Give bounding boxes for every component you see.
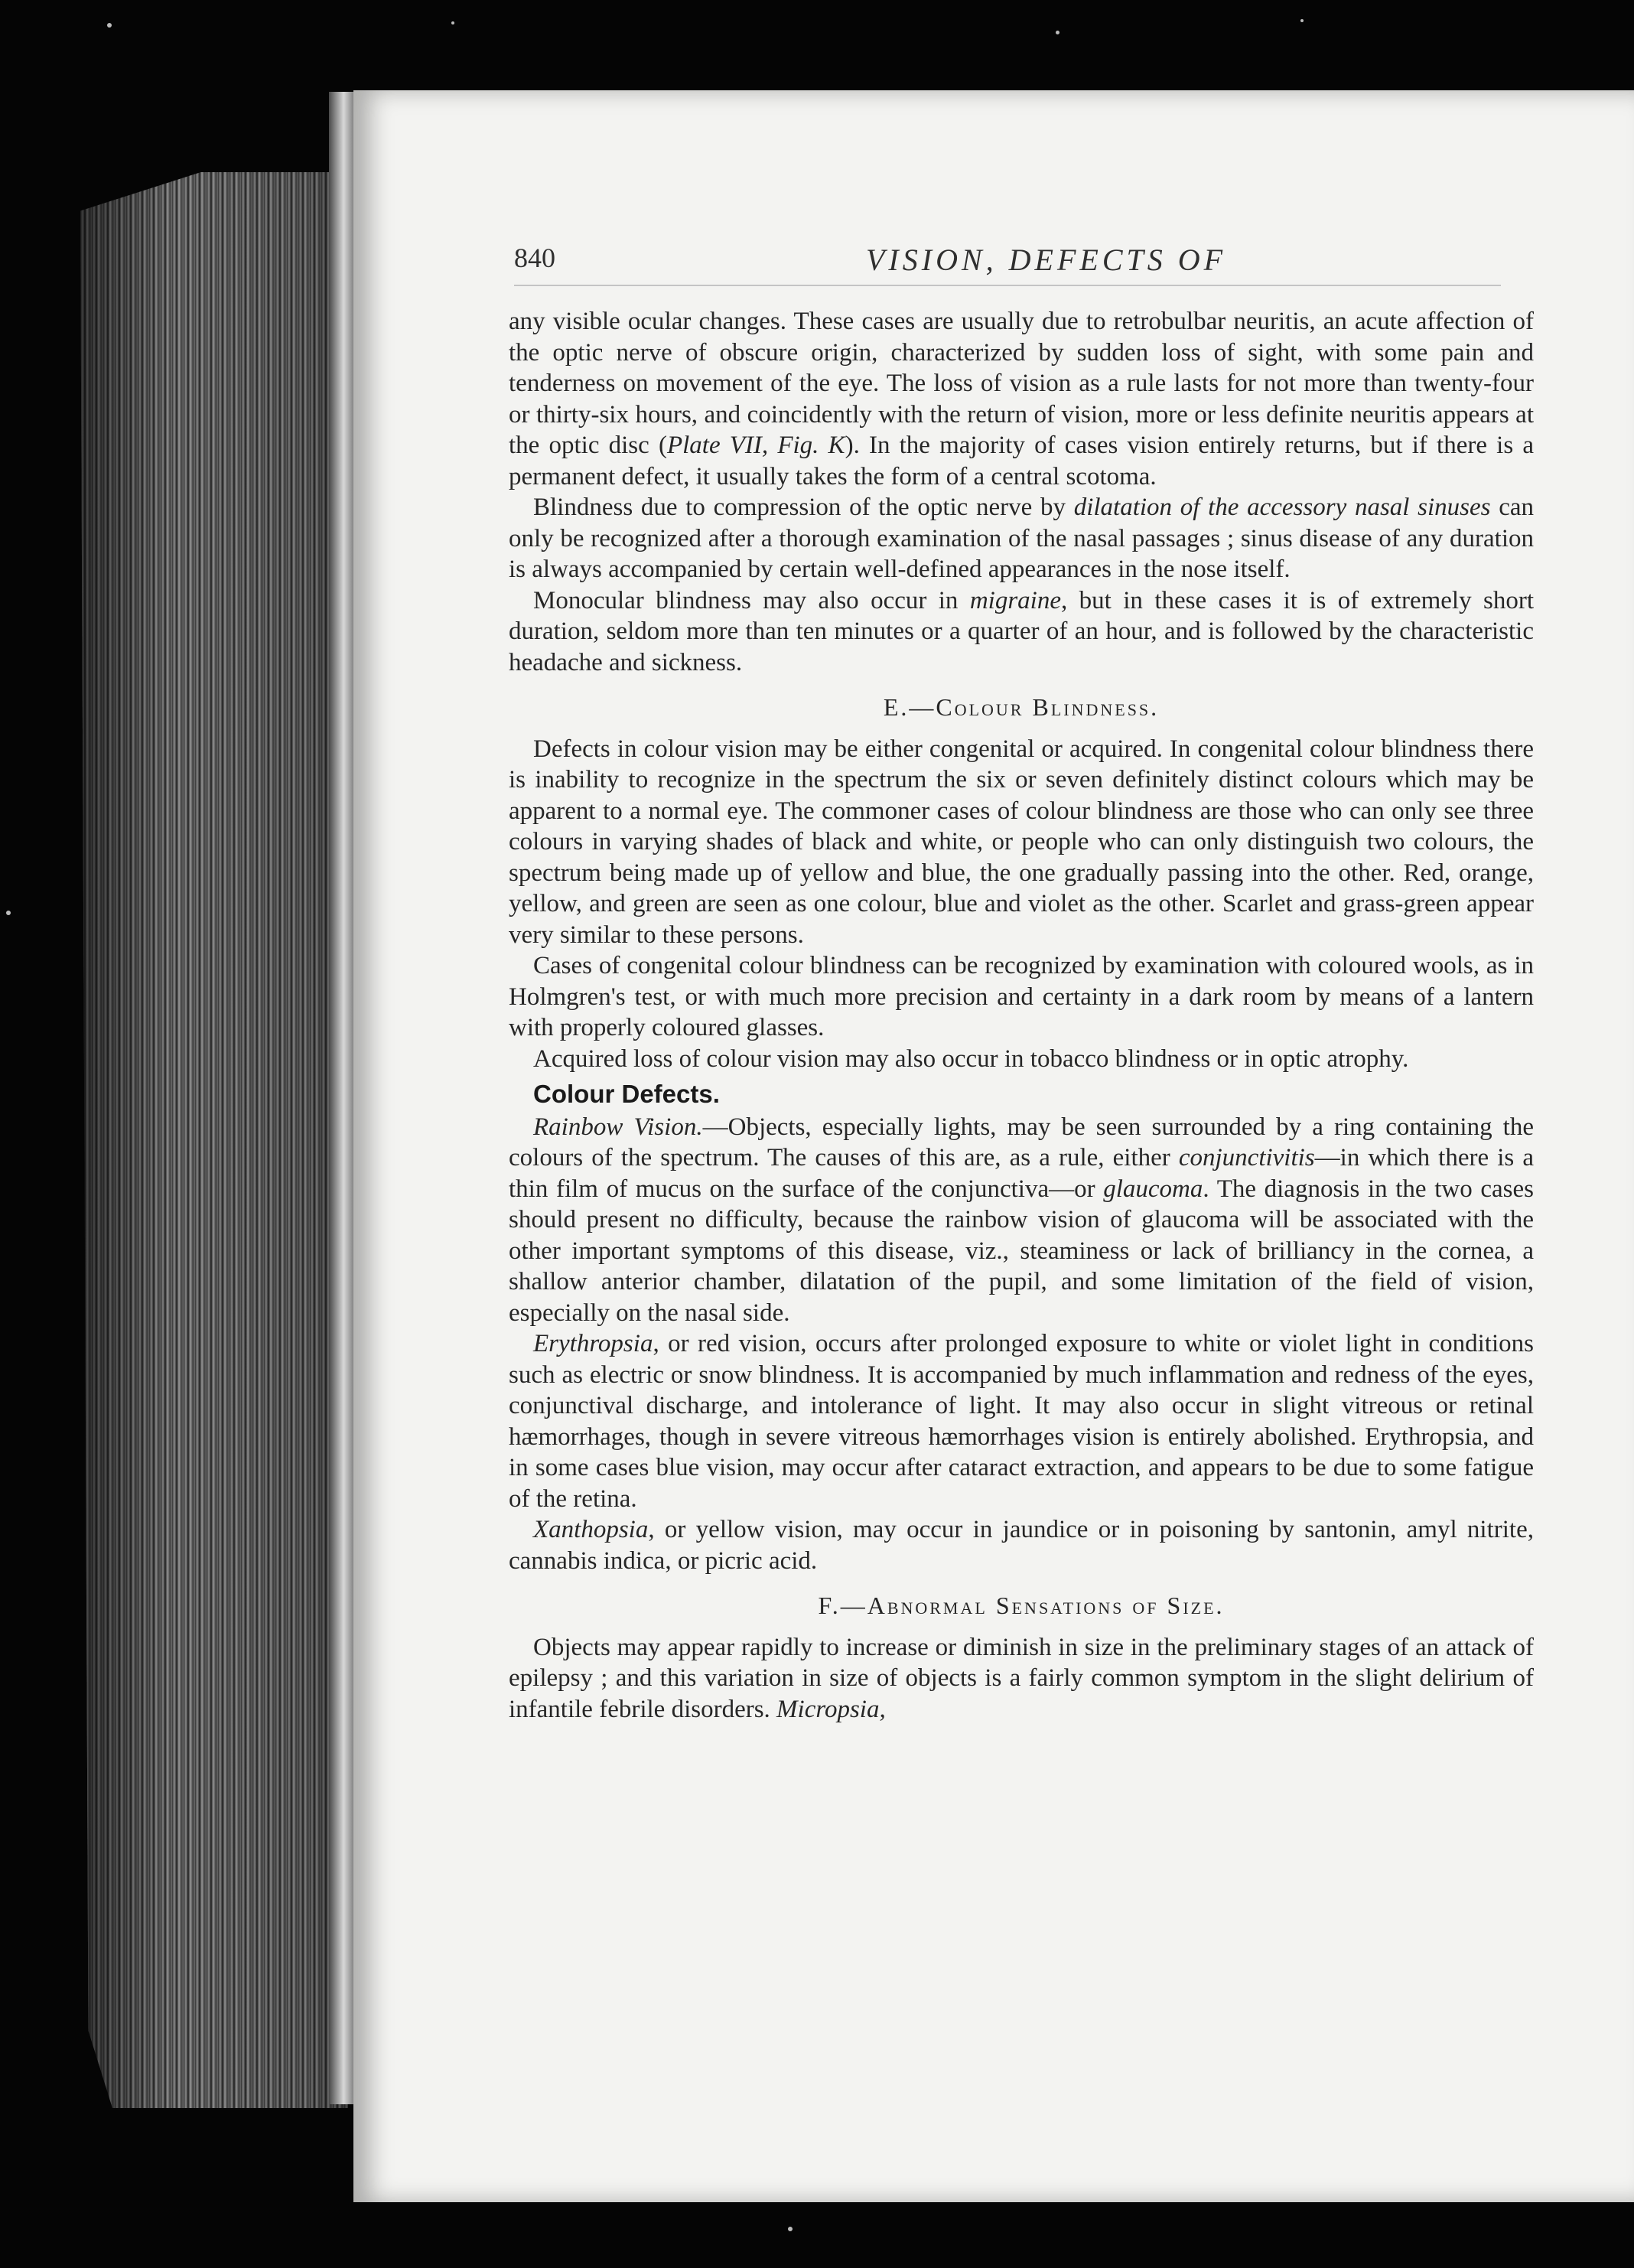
text-run: Monocular blindness may also occur in — [533, 586, 970, 614]
section-heading-colour-blindness: E.—Colour Blindness. — [883, 693, 1160, 721]
paragraph-xanthopsia — [509, 1514, 1534, 1576]
text-run: any visible ocular changes. These cases are usually due to retrobulbar neuritis, an acute affection of the optic nerve of obscure origin, characterized by sudden loss of sight, with some pain and tenderness on movement of the eye. The loss of vision as a rule lasts for not more than twenty-four or thirty-six hours, and coincidently with the return of vision, more or less definite neuritis appears at the optic disc ( — [509, 308, 1534, 459]
section-heading-abnormal-size: F.—Abnormal Sensations of Size. — [818, 1592, 1225, 1619]
text-run: Blindness due to compression of the optic nerve by — [533, 494, 1074, 521]
plate-reference: Plate VII, Fig. K — [666, 432, 845, 459]
italic-term: Erythropsia — [533, 1330, 653, 1357]
paragraph-erythropsia — [509, 1328, 1534, 1514]
paragraph-congenital-tests: Cases of congenital colour blindness can be recognized by examination with coloured wools, as in Holmgren's test, or with much more precision and certainty in a dark room by means of a lantern with properly coloured glasses. — [509, 952, 1534, 1041]
text-run: . The diagnosis in the two cases should present no difficulty, because the rainbow vision of glaucoma will be associated with the other important symptoms of this disease, viz., steaminess or lack of brilliancy in the cornea, a shallow anterior chamber, dilatation of the pupil, and some limitation of the field of vision, especially on the nasal side. — [509, 1175, 1534, 1327]
text-run: can only be recognized after a thorough examination of the nasal passages ; sinus disease of any duration is always accompanied by certain well-defined appearances in the nose itself. — [509, 494, 1535, 583]
text-run: Objects may appear rapidly to increase or diminish in size in the preliminary stages of an attack of epilepsy ; and this variation in size of objects is a fairly common symptom in the slight delirium of infantile febrile disorders. — [509, 1633, 1534, 1723]
paragraph-colour-vision-defects: Defects in colour vision may be either congenital or acquired. In congenital colour blindness there is inability to recognize in the spectrum the six or seven definitely distinct colours which may be apparent to a normal eye. The commoner cases of colour blindness are those who can only see three colours in varying shades of black and white, or people who can only distinguish two colours, the spectrum being made up of yellow and blue, the one gradually passing into the other. Red, orange, yellow, and green are seen as one colour, blue and violet as the other. Scarlet and grass-green appear very similar to these persons. — [509, 735, 1534, 949]
page-number: 840 — [514, 243, 555, 273]
dust-speck — [451, 21, 454, 24]
dust-speck — [1300, 19, 1304, 22]
italic-term: Rainbow Vision. — [533, 1113, 703, 1141]
dust-speck — [1056, 31, 1059, 34]
paragraph-migraine — [509, 585, 1534, 679]
paragraph-acquired-loss: Acquired loss of colour vision may also occur in tobacco blindness or in optic atrophy. — [533, 1044, 1409, 1073]
page-edge-shadow — [80, 172, 348, 2108]
running-title: VISION, DEFECTS OF — [866, 243, 1227, 277]
text-run: ). In the majority of cases vision entirely returns, but if there is a permanent defect, it usually takes the form of a central scotoma. — [509, 432, 1534, 490]
italic-term: glaucoma — [1103, 1175, 1203, 1203]
text-run: , or red vision, occurs after prolonged exposure to white or violet light in conditions such as electric or snow blindness. It is accompanied by much inflammation and redness of the eyes, conjunctival discharge, and intolerance of light. It may also occur in slight vitreous or retinal hæmorrhages, though in severe vitreous hæmorrhages vision is entirely abolished. Erythropsia, and in some cases blue vision, may occur after cataract extraction, and appears to be due to some fatigue of the retina. — [509, 1330, 1534, 1513]
italic-term: dilatation of the accessory nasal sinuses — [1073, 494, 1491, 521]
paragraph-rainbow-vision — [509, 1112, 1534, 1329]
body-text — [509, 306, 1534, 1725]
paragraph-size-sensations — [509, 1632, 1534, 1725]
dust-speck — [788, 2227, 793, 2231]
running-head — [514, 239, 1501, 286]
text-run: , or yellow vision, may occur in jaundice or in poisoning by santonin, amyl nitrite, cannabis indica, or picric acid. — [509, 1516, 1534, 1575]
text-run: —in which there is a thin film of mucus on the surface of the conjunctiva—or — [509, 1144, 1534, 1203]
paragraph-retrobulbar-neuritis — [509, 306, 1534, 492]
paragraph-nasal-sinuses — [509, 492, 1534, 585]
text-run: , but in these cases it is of extremely short duration, seldom more than ten minutes or a quarter of an hour, and is followed by the characteristic headache and sickness. — [509, 586, 1534, 676]
dust-speck — [6, 911, 11, 915]
subheading-colour-defects: Colour Defects. — [533, 1080, 720, 1108]
dust-speck — [107, 23, 112, 28]
text-run: —Objects, especially lights, may be seen surrounded by a ring containing the colours of the spectrum. The causes of this are, as a rule, either — [509, 1113, 1535, 1171]
italic-term: conjunctivitis — [1178, 1144, 1315, 1171]
italic-term: Micropsia, — [776, 1695, 886, 1723]
italic-term: migraine — [969, 586, 1062, 614]
italic-term: Xanthopsia — [533, 1516, 649, 1543]
